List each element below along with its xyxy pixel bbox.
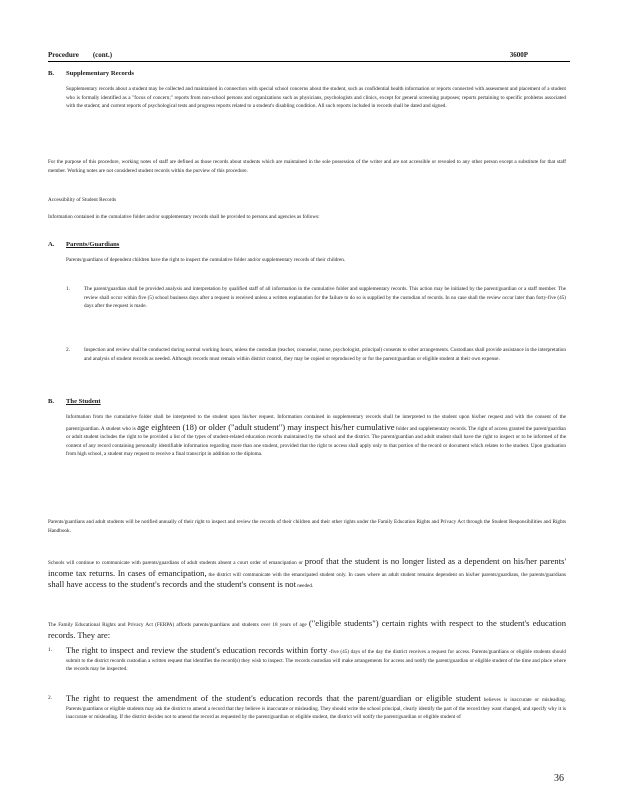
header-rule	[48, 61, 570, 62]
header-procedure: Procedure (cont.)	[48, 51, 113, 59]
list-item: The parent/guardian shall be provided analysis and interpretation by qualified staff of all information in the cumulative folder and supplementary records. This action may be initiated by the parent/guardian or a staff member. The review shall occur within five (5) school business days after a request is received unless a written explanation for the failure to do so is supplied by the custodian of records. In no case shall the review occur later than forty-five (45) days after the request is made.	[84, 286, 566, 310]
page-number: 36	[554, 773, 564, 784]
ferpa-item-text: believes is inaccurate or misleading. Parents/guardians or eligible students may ask the district to amend a record that they believe is inaccurate or misleading. They should write the school principal, clearly identify the part of the record they want changed, and specify why it is inaccurate or misleading. If the district decides not to amend the record as requested by the parent/guardian or eligible student, the district will notify the parent/guardian or eligible student of	[66, 697, 567, 721]
list-item-number: 2.	[48, 695, 53, 701]
ferpa-item-lead: The right to request the amendment of the student's education records that the parent/guardian or eligible student	[66, 693, 481, 703]
accessibility-title: Accessibility of Student Records	[48, 197, 117, 203]
list-item	[66, 645, 566, 674]
supplementary-paragraph: Supplementary records about a student may be collected and maintained in connection with special school concerns about the student, such as confidential health information or reports connected with assessment and placement of a student who is formally identified as a "focus of concern;" reports from non-school persons and organizations such as physicians, psychologists and clinics, except for general screening purposes; reports pertaining to specific problems associated with the student; and current reports of psychological tests and progress reports related to a student's disabling condition. All such reports included in records shall be dated and signed.	[66, 86, 566, 110]
annual-notice-paragraph: Parents/guardians and adult students will be notified annually of their right to inspect and review the records of their children and their other rights under the Family Education Rights and Privacy Act through the Student Responsibilities and Rights Handbook.	[48, 519, 566, 534]
emancipation-text-b: proof that the student is no longer listed as a dependent on his/her parents' income tax returns. In cases of emancipation,	[48, 556, 567, 578]
emancipation-text-e: needed.	[297, 583, 314, 590]
ferpa-paragraph	[48, 618, 566, 641]
section-b2-title: The Student	[66, 398, 101, 405]
student-text-b: age eighteen (18) or older ("adult student") may inspect his/her cumulative	[137, 421, 395, 432]
emancipation-paragraph	[48, 556, 566, 591]
section-a-title: Parents/Guardians	[66, 241, 120, 248]
list-item: Inspection and review shall be conducted during normal working hours, unless the custodian (teacher, counselor, nurse, psychologist, principal) consents to other arrangements. Custodians shall provide assistance in the interpretation and analysis of student records as needed. Although records must remain within district control, they may be copied or reproduced by or for the parent/guardian or eligible student at their own expense.	[84, 347, 566, 362]
emancipation-text-d: shall have access to the student's records and the student's consent is not	[48, 579, 296, 590]
student-paragraph-start	[66, 413, 566, 459]
parents-paragraph: Parents/guardians of dependent children have the right to inspect the cumulative folder and/or supplementary records of their children.	[66, 257, 346, 263]
ferpa-item-text: -five (45) days of the day the district receives a request for access. Parents/guardians or eligible students should submit to the district records custodian a written request that identifies the record(s) they wish to inspect. The records custodian will make arrangements for access and notify the parent/guardian or eligible student of the time and place where the records may be inspected.	[66, 649, 566, 673]
list-item-number: 1.	[66, 286, 71, 292]
list-item	[66, 693, 566, 722]
list-item-number: 1.	[48, 647, 53, 653]
section-b2-letter: B.	[48, 398, 55, 405]
ferpa-text-a: The Family Educational Rights and Privacy Act (FERPA) affords parents/guardians and students over 18 years of age	[48, 622, 307, 628]
list-item-number: 2.	[66, 347, 71, 353]
working-notes-paragraph: For the purpose of this procedure, working notes of staff are defined as those records about students which are maintained in the sole possession of the writer and are not accessible or revealed to any other person except a substitute for that staff member. Working notes are not considered student records within the purview of this procedure.	[48, 159, 566, 174]
ferpa-item-lead: The right to inspect and review the student's education records within forty	[66, 645, 328, 655]
student-text-c: folder and supplementary records. The right of access granted the parent/guardian or adult student includes the right to be provided a list of the types of student-related education records maintained by the school and the district. The parent/guardian and adult student shall have the right to inspect or to be informed of the content of any record containing personally identifiable information regarding more than one student, provided that the right to access shall apply only to that portion of the record or document which relates to the student. Upon graduation from high school, a student may request to receive a final transcript in addition to the diploma.	[66, 425, 567, 458]
emancipation-text-a: Schools will continue to communicate with parents/guardians of adult students absent a court order of emancipation or	[48, 560, 303, 566]
section-b-title: Supplementary Records	[66, 70, 134, 77]
student-text-a: Information from the cumulative folder shall be interpreted to the student upon his/her request. Information contained in supplementary records shall be interpreted to the student upon his/her request and with the consent of the parent/guardian. A student who is	[66, 414, 566, 432]
section-a-letter: A.	[48, 241, 55, 248]
section-b-letter: B.	[48, 70, 55, 77]
accessibility-paragraph: Information contained in the cumulative folder and/or supplementary records shall be provided to persons and agencies as follows:	[48, 214, 320, 220]
ferpa-text-b: ("eligible students") certain rights with respect to the student's education records. They are:	[48, 618, 566, 640]
emancipation-text-c: the district will communicate with the emancipated student only. In cases where an adult student remains dependent on his/her parents/guardians, the parents/guardians	[208, 571, 567, 578]
header-code: 3600P	[509, 51, 528, 59]
